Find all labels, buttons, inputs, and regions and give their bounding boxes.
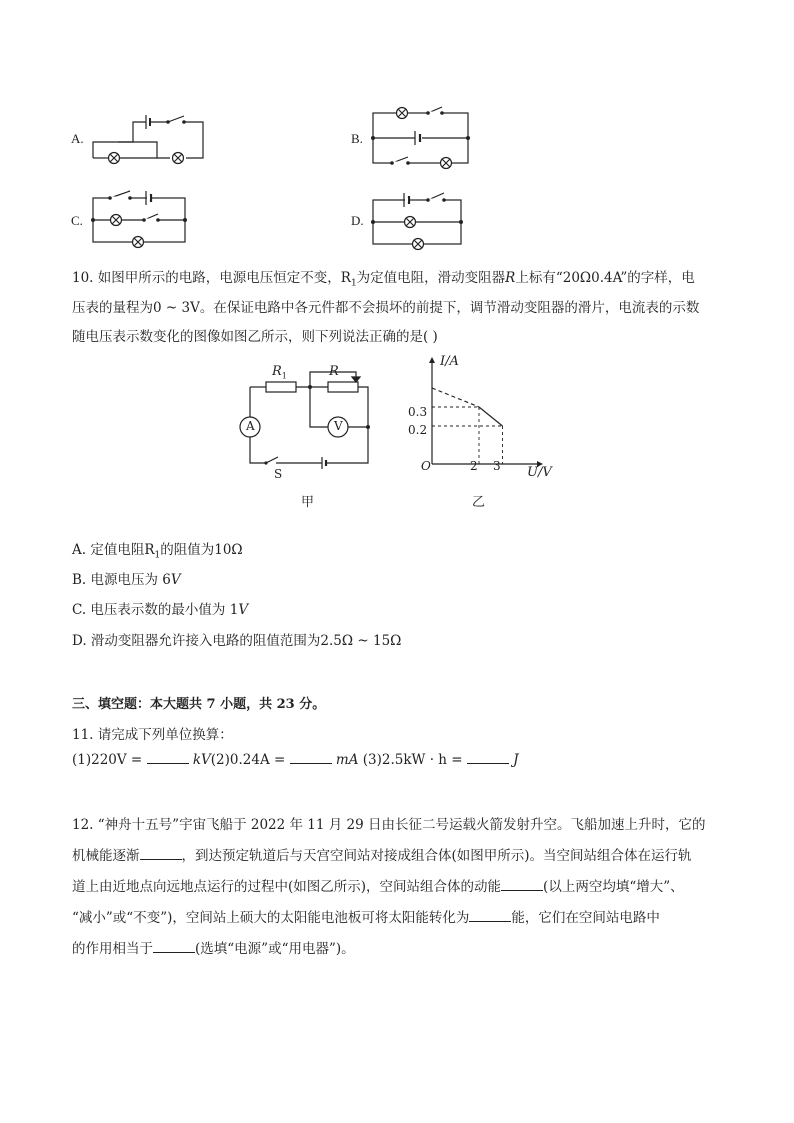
q12-line2	[72, 847, 692, 866]
q10-option-c-unit: V	[238, 602, 249, 618]
q12-line3	[72, 878, 684, 897]
q10-option-a-prefix: A. 定值电阻R	[72, 542, 155, 558]
q12-blank-3[interactable]	[469, 909, 511, 922]
q10-line1-b: 为定值电阻，滑动变阻器	[356, 270, 506, 286]
q11-unit-3: J	[513, 752, 519, 768]
q12-line4	[72, 909, 660, 928]
ammeter-label: A	[246, 419, 255, 433]
chart-x-label: U/V	[527, 465, 552, 480]
q11-blank-3[interactable]	[467, 751, 509, 764]
q11-line1: 11. 请完成下列单位换算：	[72, 727, 233, 743]
q10-line1	[72, 269, 695, 294]
circuit-b-diagram	[370, 103, 480, 173]
option-c-label: C.	[71, 213, 83, 228]
q10-line1-sub: 1	[350, 278, 357, 289]
circuit-c-diagram	[90, 188, 200, 248]
r1-label-sub: 1	[281, 371, 287, 381]
q11-blank-2[interactable]	[290, 751, 332, 764]
q11-unit-2: mA	[335, 752, 359, 768]
q12-line5b: (选填“电源”或“用电器”)。	[195, 941, 355, 957]
q10-line1-text: 10. 如图甲所示的电路，电源电压恒定不变，R	[72, 270, 351, 286]
q12-line2b: ，到达预定轨道后与天宫空间站对接成组合体(如图甲所示)。当空间站组合体在运行轨	[181, 848, 692, 864]
q10-line1-r: R	[505, 270, 516, 286]
q11-blank-1[interactable]	[147, 751, 189, 764]
q12-blank-2[interactable]	[501, 878, 543, 891]
q10-option-a-sub: 1	[154, 550, 161, 561]
chart-xtick-2: 2	[470, 459, 478, 473]
q12-line2a: 机械能逐渐	[72, 848, 140, 864]
figure-yi-caption: 乙	[472, 495, 486, 510]
figure-jia-caption: 甲	[301, 495, 315, 510]
r-label: R	[329, 364, 339, 379]
voltmeter-label: V	[334, 419, 343, 433]
q11-part2: (2)0.24A =	[210, 752, 290, 768]
q12-blank-1[interactable]	[140, 847, 182, 860]
chart-origin-label: O	[421, 459, 431, 473]
q10-line1-c: 上标有“20Ω0.4A”的字样，电	[515, 270, 695, 286]
q12-line3b: (以上两空均填“增大”、	[543, 879, 684, 895]
q11-line2	[72, 751, 519, 770]
chart-series-segment-1	[479, 407, 503, 426]
option-a-label: A.	[71, 131, 84, 146]
q10-option-b-unit: V	[170, 572, 181, 588]
chart-y-label: I/A	[440, 354, 459, 369]
q12-line4b: 能，它们在空间站电路中	[511, 910, 660, 926]
chart-series-segment-0	[432, 388, 479, 407]
q10-option-c-prefix: C. 电压表示数的最小值为 1	[72, 602, 239, 618]
q10-option-c	[72, 601, 248, 620]
q12-blank-4[interactable]	[153, 940, 195, 953]
chart-xtick-3: 3	[493, 459, 501, 473]
chart-y-arrow	[429, 357, 435, 363]
q10-option-a-rest: 的阻值为10Ω	[160, 542, 243, 558]
q12-line3a: 道上由近地点向远地点运行的过程中(如图乙所示)，空间站组合体的动能	[72, 879, 502, 895]
circuit-d-diagram	[370, 188, 480, 248]
q12-line4a: “减小”或“不变”)，空间站上硕大的太阳能电池板可将太阳能转化为	[72, 910, 470, 926]
q10-option-a	[72, 541, 243, 566]
option-d-label: D.	[351, 213, 364, 228]
q11-part1: (1)220V =	[72, 752, 147, 768]
figure-jia-circuit	[238, 365, 378, 475]
section3-heading: 三、填空题：本大题共 7 小题，共 23 分。	[72, 697, 326, 712]
q12-line1: 12. “神舟十五号”宇宙飞船于 2022 年 11 月 29 日由长征二号运载火箭发射升空。飞船加速上升时，它的	[72, 817, 706, 833]
q11-part3: (3)2.5kW · h =	[358, 752, 467, 768]
option-b-label: B.	[351, 131, 363, 146]
q10-option-b	[72, 571, 181, 590]
q10-line2: 压表的量程为0 ~ 3V。在保证电路中各元件都不会损坏的前提下，调节滑动变阻器的滑片，电流表的示数	[72, 300, 700, 316]
r1-label	[272, 364, 287, 381]
circuit-a-diagram	[88, 110, 218, 170]
chart-ytick-02: 0.2	[408, 423, 428, 437]
q12-line5	[72, 940, 355, 959]
q11-unit-1: kV	[192, 752, 211, 768]
q10-option-d: D. 滑动变阻器允许接入电路的阻值范围为2.5Ω ~ 15Ω	[72, 633, 402, 649]
chart-ytick-03: 0.3	[408, 405, 428, 419]
q10-line3: 随电压表示数变化的图像如图乙所示，则下列说法正确的是( )	[72, 329, 438, 345]
q12-line5a: 的作用相当于	[72, 941, 153, 957]
q10-option-b-prefix: B. 电源电压为 6	[72, 572, 171, 588]
r1-label-text: R	[272, 364, 282, 379]
switch-label: S	[274, 467, 283, 481]
